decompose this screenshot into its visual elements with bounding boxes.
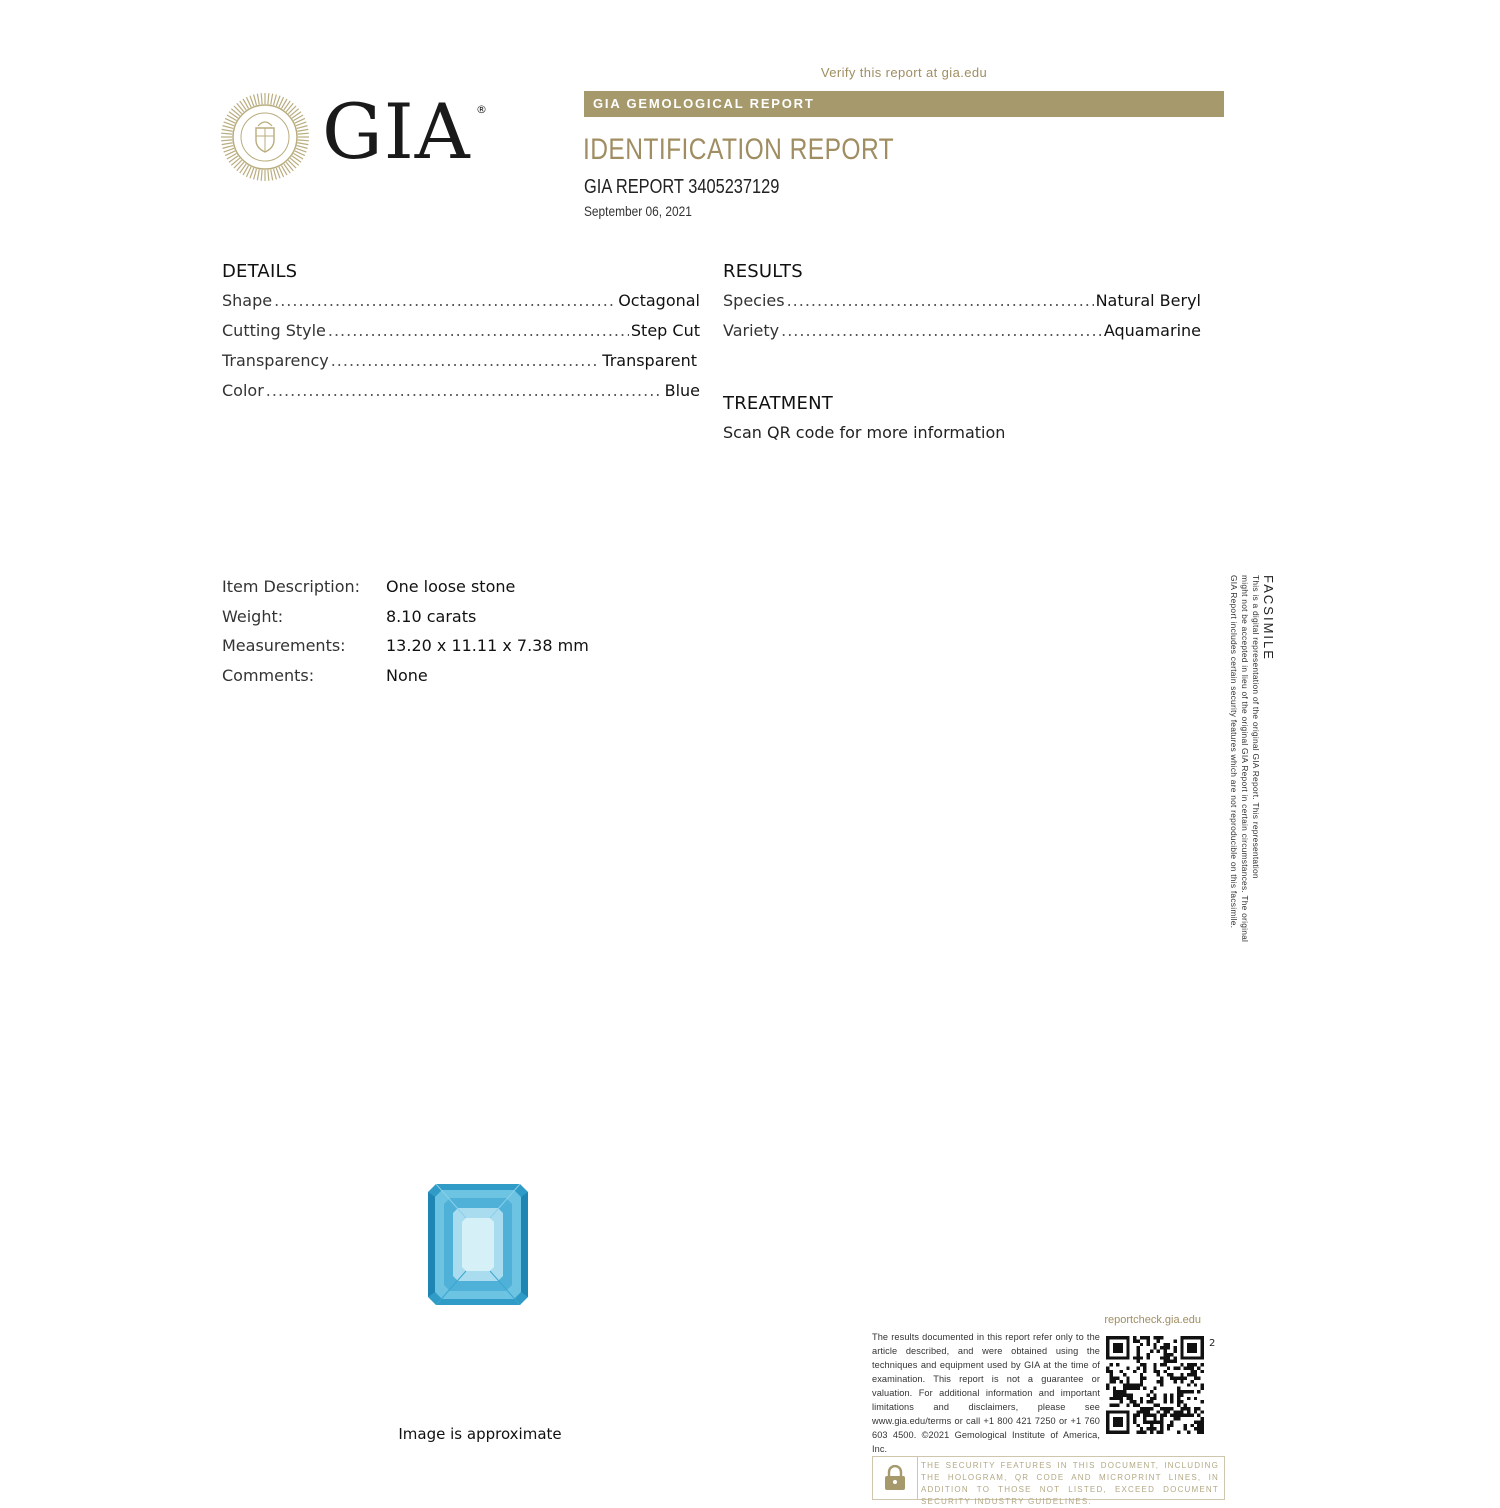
detail-row-cutting-style xyxy=(222,321,700,351)
result-row-species xyxy=(723,291,1201,321)
facsimile-text xyxy=(1228,575,1261,995)
detail-label: Cutting Style xyxy=(222,321,326,340)
detail-label: Color xyxy=(222,381,264,400)
dot-leader xyxy=(781,321,1102,340)
image-caption: Image is approximate xyxy=(398,1425,562,1443)
detail-value: Step Cut xyxy=(630,321,700,340)
gemstone-image xyxy=(428,1184,528,1305)
result-value: Natural Beryl xyxy=(1095,291,1201,310)
item-label: Measurements: xyxy=(222,636,346,656)
security-notice xyxy=(872,1456,1225,1506)
treatment-title: TREATMENT xyxy=(723,393,833,414)
item-value: None xyxy=(386,665,428,685)
qr-code[interactable] xyxy=(1106,1336,1204,1434)
item-label: Item Description: xyxy=(222,577,361,597)
result-row-variety xyxy=(723,321,1201,351)
verify-link[interactable]: Verify this report at gia.edu xyxy=(820,65,988,80)
item-value: One loose stone xyxy=(386,577,516,597)
item-row-comments xyxy=(222,661,589,691)
treatment-text: Scan QR code for more information xyxy=(723,423,1006,442)
detail-value: Transparent xyxy=(602,351,697,370)
facsimile-line: might not be accepted in lieu of the original GIA Report in certain circumstances. The original xyxy=(1240,575,1250,943)
report-number: GIA REPORT 3405237129 xyxy=(584,176,780,198)
results-section xyxy=(723,261,1201,351)
result-label: Species xyxy=(723,291,785,310)
reportcheck-link[interactable]: reportcheck.gia.edu xyxy=(1104,1314,1201,1326)
gia-seal-logo xyxy=(220,92,310,182)
item-label: Weight: xyxy=(222,606,284,626)
details-title: DETAILS xyxy=(222,261,298,282)
band-label: GIA GEMOLOGICAL REPORT xyxy=(593,96,815,111)
facsimile-title: FACSIMILE xyxy=(1261,575,1276,661)
results-title: RESULTS xyxy=(723,261,803,282)
dot-leader xyxy=(328,321,629,340)
facsimile-notice xyxy=(1229,575,1276,995)
detail-value: Octagonal xyxy=(618,291,700,310)
dot-leader xyxy=(266,381,663,400)
report-date: September 06, 2021 xyxy=(584,203,692,219)
item-row-measurements xyxy=(222,631,589,661)
item-value: 8.10 carats xyxy=(386,606,477,626)
detail-value: Blue xyxy=(664,381,700,400)
report-title: IDENTIFICATION REPORT xyxy=(583,133,895,166)
report-type-band xyxy=(584,91,1224,117)
lock-icon xyxy=(883,1465,907,1491)
detail-label: Shape xyxy=(222,291,273,310)
result-label: Variety xyxy=(723,321,780,340)
detail-label: Transparency xyxy=(222,351,329,370)
divider xyxy=(917,1457,918,1499)
detail-row-shape xyxy=(222,291,700,321)
item-label: Comments: xyxy=(222,665,315,685)
facsimile-line: GIA Report includes certain security features which are not reproducible on this facsimile. xyxy=(1229,575,1239,929)
details-section xyxy=(222,261,700,411)
page-number: 2 xyxy=(1209,1338,1216,1349)
registered-mark: ® xyxy=(476,103,487,116)
detail-row-color xyxy=(222,381,700,411)
item-value: 13.20 x 11.11 x 7.38 mm xyxy=(386,636,589,656)
detail-row-transparency xyxy=(222,351,700,381)
result-value: Aquamarine xyxy=(1103,321,1201,340)
disclaimer-text: The results documented in this report refer only to the article described, and were obtained using the techniques and equipment used by GIA at the time of examination. This report is not a guarantee or valuation. For additional information and important limitations and disclaimers, please see www.gia.edu/terms or call +1 800 421 7250 or +1 760 603 4500. ©2021 Gemological Institute of America, Inc. xyxy=(872,1332,1100,1454)
item-row-weight xyxy=(222,602,589,632)
item-info xyxy=(222,572,589,690)
facsimile-line: This is a digital representation of the original GIA Report. This representation xyxy=(1251,575,1261,879)
security-text: THE SECURITY FEATURES IN THIS DOCUMENT, INCLUDING THE HOLOGRAM, QR CODE AND MICROPRINT LINES, IN ADDITION TO THOSE NOT LISTED, EXCEED DOCUMENT SECURITY INDUSTRY GUIDELINES. xyxy=(921,1461,1219,1506)
gia-wordmark: GIA xyxy=(322,87,471,176)
dot-leader xyxy=(274,291,616,310)
dot-leader xyxy=(331,351,601,370)
treatment-section xyxy=(723,393,1201,442)
item-row-description xyxy=(222,572,589,602)
dot-leader xyxy=(787,291,1094,310)
